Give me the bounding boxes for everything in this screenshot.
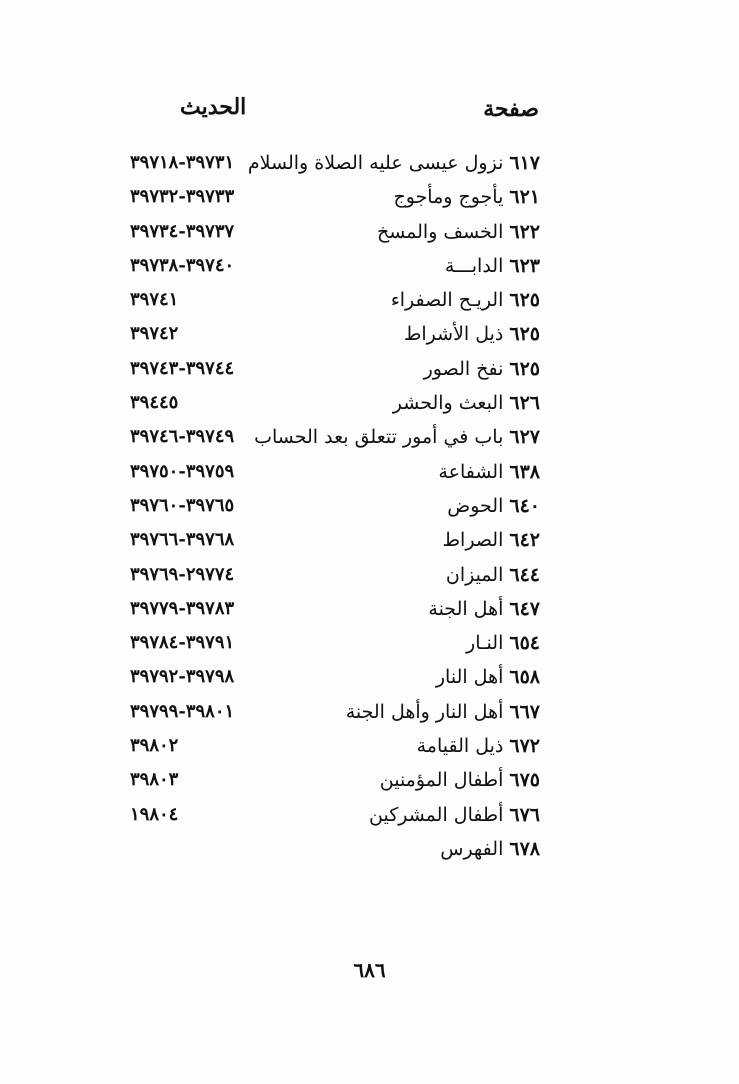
toc-row	[120, 182, 540, 216]
toc-hadith-range: ٣٩٧٩٨-٣٩٧٩٢	[130, 666, 235, 688]
toc-page-number: ٦٥٤	[509, 632, 540, 655]
toc-entry	[254, 422, 540, 452]
toc-entry	[417, 731, 540, 761]
toc-page-number: ٦٤٤	[509, 563, 540, 586]
hadith-column-header: الحديث	[180, 94, 247, 120]
table-of-contents	[120, 148, 540, 868]
toc-entry	[466, 628, 540, 658]
toc-entry	[393, 388, 540, 418]
toc-hadith-range: ٣٩٤٤٥	[130, 392, 179, 414]
toc-hadith-range: ٢٩٧٧٤-٣٩٧٦٩	[130, 563, 235, 585]
toc-page-number: ٦٧٢	[509, 735, 540, 758]
toc-title: الريـح الصفراء	[390, 289, 504, 312]
toc-title: أهل الجنة	[428, 597, 504, 620]
toc-hadith-range: ١٩٨٠٤	[130, 803, 179, 825]
toc-page-number: ٦٢٣	[509, 254, 540, 277]
toc-hadith-range: ٣٩٨٠١-٣٩٧٩٩	[130, 700, 235, 722]
toc-entry	[436, 662, 540, 692]
toc-page-number: ٦٢١	[509, 186, 540, 209]
toc-title: البعث والحشر	[392, 392, 504, 415]
toc-row	[120, 697, 540, 731]
toc-hadith-range: ٣٩٧٣١-٣٩٧١٨	[130, 152, 235, 173]
toc-entry	[442, 525, 540, 555]
toc-page-number: ٦٤٠	[509, 494, 540, 517]
toc-entry	[446, 560, 540, 590]
toc-page-number: ٦٢٥	[509, 289, 540, 312]
toc-entry	[447, 491, 540, 521]
toc-row	[120, 285, 540, 319]
toc-title: يأجوج ومأجوج	[393, 186, 504, 209]
toc-page-number: ٦٤٢	[509, 529, 540, 552]
toc-title: أطفال المشركين	[369, 803, 504, 826]
toc-page-number: ٦٢٥	[509, 357, 540, 380]
toc-hadith-range: ٣٩٧٤٢	[130, 323, 179, 345]
toc-row	[120, 457, 540, 491]
toc-hadith-range: ٣٩٧٩١-٣٩٧٨٤	[130, 632, 235, 654]
toc-page-number: ٦٢٥	[509, 323, 540, 346]
toc-title: الميزان	[445, 563, 504, 586]
toc-entry	[377, 217, 540, 247]
toc-entry	[248, 148, 540, 178]
toc-title: أهل النار وأهل الجنة	[345, 700, 504, 723]
toc-row	[120, 491, 540, 525]
toc-hadith-range: ٣٩٧٦٥-٣٩٧٦٠	[130, 494, 235, 516]
toc-title: ذيل الأشراط	[403, 323, 504, 346]
toc-hadith-range: ٣٩٧٤٠-٣٩٧٣٨	[130, 254, 235, 276]
toc-title: النـار	[466, 632, 504, 655]
toc-entry	[346, 697, 540, 727]
toc-row	[120, 148, 540, 182]
toc-entry	[438, 457, 540, 487]
toc-row	[120, 525, 540, 559]
toc-title: الخسف والمسخ	[376, 220, 504, 243]
toc-hadith-range: ٣٩٨٠٣	[130, 769, 179, 791]
toc-entry	[404, 319, 540, 349]
toc-title: الفهرس	[440, 837, 504, 860]
toc-page-number: ٦٢٢	[509, 220, 540, 243]
toc-entry	[369, 800, 540, 830]
toc-row	[120, 319, 540, 353]
toc-row	[120, 662, 540, 696]
toc-row	[120, 800, 540, 834]
toc-hadith-range: ٣٩٧٤٩-٣٩٧٤٦	[130, 426, 235, 448]
toc-entry	[380, 765, 540, 795]
toc-title: نفخ الصور	[423, 357, 504, 380]
toc-title: الشفاعة	[438, 460, 504, 483]
toc-title: الصراط	[442, 529, 504, 552]
toc-title: باب في أمور تتعلق بعد الحساب	[254, 426, 504, 449]
toc-row	[120, 251, 540, 285]
toc-page-number: ٦٢٧	[509, 426, 540, 449]
toc-entry	[428, 594, 540, 624]
page-number: ٦٨٦	[353, 958, 386, 982]
toc-hadith-range: ٣٩٧٦٨-٣٩٧٦٦	[130, 529, 235, 551]
toc-entry	[424, 354, 540, 384]
toc-hadith-range: ٣٩٧٥٩-٣٩٧٥٠	[130, 460, 235, 482]
toc-title: أهل النار	[435, 666, 504, 689]
toc-row	[120, 388, 540, 422]
toc-page-number: ٦٧٦	[509, 803, 540, 826]
toc-row	[120, 217, 540, 251]
toc-page-number: ٦٧٨	[509, 837, 540, 860]
toc-row	[120, 834, 540, 868]
toc-entry	[391, 285, 540, 315]
toc-page-number: ٦٣٨	[509, 460, 540, 483]
toc-row	[120, 560, 540, 594]
toc-row	[120, 731, 540, 765]
toc-title: أطفال المؤمنين	[379, 769, 504, 792]
toc-hadith-range: ٣٩٧٤١	[130, 289, 179, 311]
toc-page-number: ٦٢٦	[509, 392, 540, 415]
toc-row	[120, 422, 540, 456]
toc-hadith-range: ٣٩٧٨٣-٣٩٧٧٩	[130, 597, 235, 619]
toc-row	[120, 628, 540, 662]
toc-page-number: ٦٧٥	[509, 769, 540, 792]
toc-row	[120, 765, 540, 799]
toc-entry	[440, 834, 540, 864]
toc-row	[120, 354, 540, 388]
toc-page-number: ٦٤٧	[509, 597, 540, 620]
toc-page-number: ٦٥٨	[509, 666, 540, 689]
toc-title: الحوض	[447, 494, 504, 517]
toc-entry	[393, 182, 540, 212]
toc-hadith-range: ٣٩٨٠٢	[130, 735, 179, 757]
toc-page-number: ٦١٧	[509, 152, 540, 174]
toc-hadith-range: ٣٩٧٣٣-٣٩٧٣٢	[130, 186, 235, 208]
toc-page-number: ٦٦٧	[509, 700, 540, 723]
toc-title: ذيل القيامة	[416, 735, 504, 758]
page-column-header: صفحة	[483, 96, 539, 122]
toc-entry	[445, 251, 540, 281]
toc-hadith-range: ٣٩٧٣٧-٣٩٧٣٤	[130, 220, 235, 242]
toc-title: نزول عيسى عليه الصلاة والسلام	[247, 152, 504, 174]
toc-title: الدابـــة	[444, 254, 504, 277]
toc-hadith-range: ٣٩٧٤٤-٣٩٧٤٣	[130, 357, 235, 379]
toc-row	[120, 594, 540, 628]
